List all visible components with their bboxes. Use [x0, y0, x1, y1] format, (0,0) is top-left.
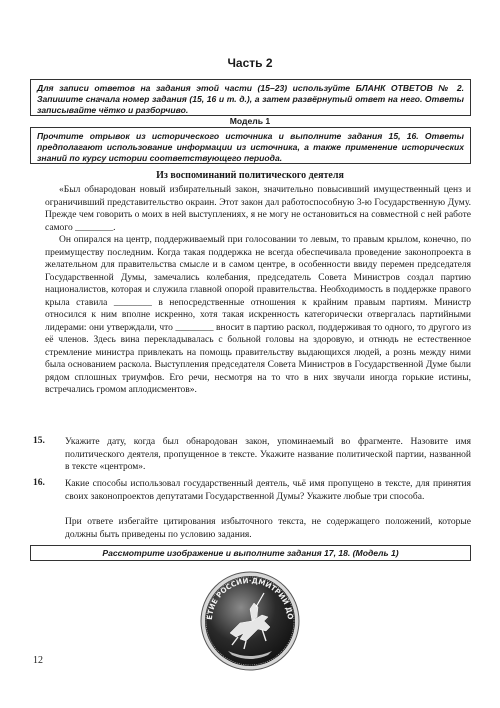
- model-instruction-text: Прочтите отрывок из исторического источника и выполните задания 15, 16. Ответы предполагают использование информации из источника, а также применение исторических знаний по курсу истории соответствующего периода.: [37, 131, 464, 163]
- source-paragraph-1: «Был обнародован новый избирательный закон, значительно повысивший имущественный ценз и ограничивший представительство окраин. Этот закон дал работоспособную 3-ю Государственную Думу. Прежде чем говорить о моих в ней выступлениях, я не могу не остановиться на совместной с ней работе самого ________.: [45, 185, 471, 233]
- part-title: Часть 2: [227, 56, 273, 70]
- image-instruction-box: [30, 545, 471, 561]
- page-number: 12: [33, 655, 43, 666]
- question-15-text: Укажите дату, когда был обнародован закон, упоминаемый во фрагменте. Назовите имя политического деятеля, пропущенное в тексте. Укажите название политической партии, названной в тексте «центром».: [65, 437, 471, 472]
- model-instruction-box: [30, 127, 471, 164]
- coin-image: [200, 571, 300, 671]
- instruction-text: Для записи ответов на задания этой части (15–23) используйте БЛАНК ОТВЕТОВ № 2. Запишите сначала номер задания (15, 16 и т. д.), а затем развёрнутый ответ на него. Ответы записывайте чётко и разборчиво.: [37, 83, 464, 115]
- coin-svg: [200, 571, 300, 671]
- model-label: Модель 1: [229, 116, 271, 126]
- source-paragraph-2: Он опирался на центр, поддерживаемый при голосовании то левым, то правым крылом, конечно, по преимуществу последним. Когда такая поддержка не всегда обеспечивала проведение законопроекта в желательном для правительства смысле и в самом центре, в особенности ввиду перемен председателя Государственной Думы, замечались колебания, председатель Совета Министров создал партию националистов, которая и служила главной опорой правительства. Необходимость в поддержке правого крыла ставила ________ в непосредственные отношения к крайним правым партиям. Министр относился к ним вполне искренно, хотя такая искренность категорически отвергалась партийными лидерами: они утверждали, что ________ вносит в партию раскол, поддерживая то одного, то другого из её членов. Здесь вина перекладывалась с больной головы на здоровую, и отнюдь не естественное стремление министра привлекать на помощь правительству выдающихся людей, а рознь между ними была основанием раскола. Выступления председателя Совета Министров в Государственной Думе были рядом сплошных триумфов. Его речи, несмотря на то что в них звучали иногда горькие истины, встречались громом аплодисментов».: [45, 235, 471, 395]
- coin-inscription: ЕТИЕ РОССИИ·ДМИТРИЙ ДО: [204, 575, 296, 621]
- image-instruction-text: Рассмотрите изображение и выполните задания 17, 18. (Модель 1): [102, 548, 399, 558]
- source-title: Из воспоминаний политического деятеля: [156, 170, 344, 181]
- question-16-text: Какие способы использовал государственный деятель, чьё имя пропущено в тексте, для принятия своих законопроектов депутатами Государственной Думы? Укажите любые три способа.: [65, 479, 471, 502]
- question-16-note: При ответе избегайте цитирования избыточного текста, не содержащего положений, которые должны быть приведены по условию задания.: [65, 517, 471, 540]
- instruction-box: [30, 79, 471, 116]
- question-15-number: 15.: [33, 436, 45, 446]
- question-16-number: 16.: [33, 478, 45, 488]
